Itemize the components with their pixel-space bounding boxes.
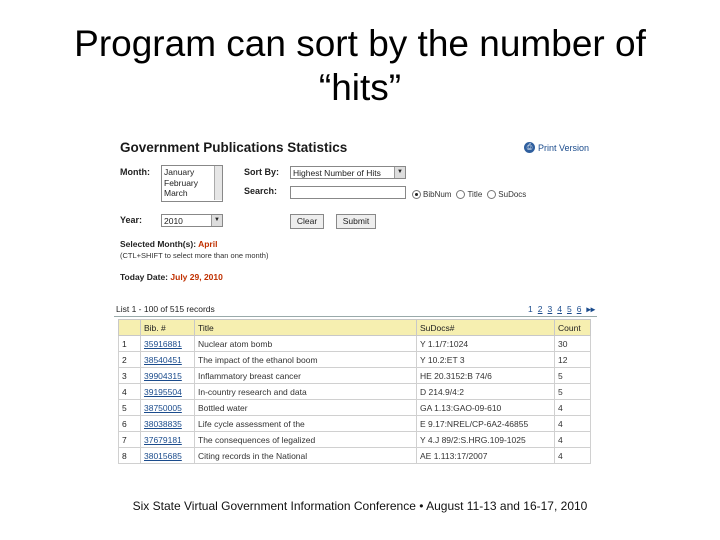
today-date-value: July 29, 2010	[170, 272, 223, 282]
count-cell: 4	[555, 416, 591, 432]
row-number-cell: 8	[119, 448, 141, 464]
records-bar	[116, 304, 599, 316]
year-select[interactable]	[161, 214, 223, 227]
month-listbox[interactable]	[161, 165, 223, 202]
selection-hint: (CTL+SHIFT to select more than one month)	[120, 251, 269, 260]
print-version-label: Print Version	[538, 142, 590, 153]
month-option[interactable]: March	[164, 188, 188, 198]
search-type-radio-group	[412, 190, 526, 199]
month-label: Month:	[120, 167, 150, 177]
bib-number-link[interactable]: 37679181	[144, 434, 182, 445]
column-header[interactable]: Bib. #	[141, 320, 195, 336]
slide-title	[0, 22, 720, 110]
sort-by-select[interactable]	[290, 166, 406, 179]
table-row[interactable]	[119, 432, 591, 448]
slide-title-line2: “hits”	[318, 67, 402, 108]
sudocs-cell: Y 1.1/7:1024	[417, 336, 555, 352]
table-row[interactable]	[119, 400, 591, 416]
bib-number-cell[interactable]	[141, 336, 195, 352]
radio-bibnum[interactable]	[412, 190, 421, 199]
radio-sudocs[interactable]	[487, 190, 496, 199]
bib-number-link[interactable]: 38750005	[144, 402, 182, 413]
radio-title[interactable]	[456, 190, 465, 199]
sort-by-value: Highest Number of Hits	[293, 168, 381, 178]
page-link[interactable]: 6	[576, 304, 582, 314]
page-link[interactable]: 4	[557, 304, 562, 314]
sudocs-cell: AE 1.113:17/2007	[417, 448, 555, 464]
table-row[interactable]	[119, 416, 591, 432]
submit-button[interactable]: Submit	[336, 214, 376, 229]
sudocs-cell: Y 10.2:ET 3	[417, 352, 555, 368]
radio-sudocs-label: SuDocs	[498, 190, 527, 199]
bib-number-cell[interactable]	[141, 400, 195, 416]
radio-bibnum-label: BibNum	[423, 190, 452, 199]
column-header	[119, 320, 141, 336]
radio-title-label: Title	[467, 190, 483, 199]
year-value: 2010	[164, 216, 183, 226]
sudocs-cell: E 9.17:NREL/CP-6A2-46855	[417, 416, 555, 432]
table-row[interactable]	[119, 384, 591, 400]
count-cell: 4	[555, 400, 591, 416]
column-header[interactable]: SuDocs#	[417, 320, 555, 336]
bib-number-link[interactable]: 35916881	[144, 338, 182, 349]
bib-number-cell[interactable]	[141, 368, 195, 384]
table-row[interactable]	[119, 368, 591, 384]
bib-number-cell[interactable]	[141, 352, 195, 368]
today-date-label: Today Date:	[120, 272, 169, 282]
row-number-cell: 7	[119, 432, 141, 448]
chevron-down-icon[interactable]: ▼	[211, 215, 222, 226]
row-number-cell: 3	[119, 368, 141, 384]
count-cell: 5	[555, 368, 591, 384]
bib-number-cell[interactable]	[141, 448, 195, 464]
table-row[interactable]	[119, 352, 591, 368]
count-cell: 4	[555, 448, 591, 464]
bib-number-link[interactable]: 38540451	[144, 354, 182, 365]
search-input[interactable]	[290, 186, 406, 199]
bib-number-cell[interactable]	[141, 384, 195, 400]
page-link[interactable]: 5	[566, 304, 572, 314]
results-table	[118, 319, 591, 464]
title-cell: Bottled water	[195, 400, 417, 416]
app-title: Government Publications Statistics	[120, 140, 348, 155]
month-option[interactable]: February	[164, 177, 199, 188]
selected-months	[120, 239, 217, 249]
selected-months-label: Selected Month(s):	[120, 239, 197, 249]
sort-by-label: Sort By:	[244, 167, 280, 177]
slide-footer: Six State Virtual Government Information Conference • August 11-13 and 16-17, 2010	[132, 499, 588, 513]
row-number-cell: 5	[119, 400, 141, 416]
year-label: Year:	[120, 215, 143, 225]
title-cell: Life cycle assessment of the	[195, 416, 417, 432]
row-number-cell: 4	[119, 384, 141, 400]
records-count: List 1 - 100 of 515 records	[116, 304, 215, 314]
sudocs-cell: Y 4.J 89/2:S.HRG.109-1025	[417, 432, 555, 448]
pagination	[528, 304, 595, 315]
print-icon: ⎙	[524, 142, 535, 153]
column-header[interactable]: Count	[555, 320, 591, 336]
bib-number-cell[interactable]	[141, 416, 195, 432]
search-label: Search:	[244, 186, 278, 196]
selected-months-value: April	[198, 239, 218, 249]
chevron-down-icon[interactable]: ▼	[394, 167, 405, 178]
divider	[114, 316, 597, 317]
next-pages-icon[interactable]: ▸▸	[586, 304, 595, 314]
bib-number-cell[interactable]	[141, 432, 195, 448]
sudocs-cell: GA 1.13:GAO-09-610	[417, 400, 555, 416]
page-link[interactable]: 1	[528, 304, 533, 314]
count-cell: 4	[555, 432, 591, 448]
screenshot-panel	[114, 130, 601, 470]
table-row[interactable]	[119, 448, 591, 464]
print-version-link[interactable]	[524, 142, 589, 153]
bib-number-link[interactable]: 39904315	[144, 370, 182, 381]
clear-button[interactable]: Clear	[290, 214, 324, 229]
page-link[interactable]: 2	[537, 304, 543, 314]
row-number-cell: 6	[119, 416, 141, 432]
month-scrollbar[interactable]	[214, 166, 222, 200]
title-cell: Citing records in the National	[195, 448, 417, 464]
bib-number-link[interactable]: 38015685	[144, 450, 182, 461]
bib-number-link[interactable]: 39195504	[144, 386, 182, 397]
title-cell: The consequences of legalized	[195, 432, 417, 448]
column-header[interactable]: Title	[195, 320, 417, 336]
title-cell: In-country research and data	[195, 384, 417, 400]
page-link[interactable]: 3	[547, 304, 553, 314]
table-row[interactable]	[119, 336, 591, 352]
count-cell: 12	[555, 352, 591, 368]
slide-title-line1: Program can sort by the number of	[74, 23, 646, 64]
count-cell: 5	[555, 384, 591, 400]
sudocs-cell: HE 20.3152:B 74/6	[417, 368, 555, 384]
row-number-cell: 2	[119, 352, 141, 368]
row-number-cell: 1	[119, 336, 141, 352]
table-header-row	[119, 320, 591, 336]
sudocs-cell: D 214.9/4:2	[417, 384, 555, 400]
title-cell: The impact of the ethanol boom	[195, 352, 417, 368]
bib-number-link[interactable]: 38038835	[144, 418, 182, 429]
today-date	[120, 272, 223, 282]
month-option[interactable]: January	[164, 167, 195, 177]
title-cell: Inflammatory breast cancer	[195, 368, 417, 384]
count-cell: 30	[555, 336, 591, 352]
title-cell: Nuclear atom bomb	[195, 336, 417, 352]
